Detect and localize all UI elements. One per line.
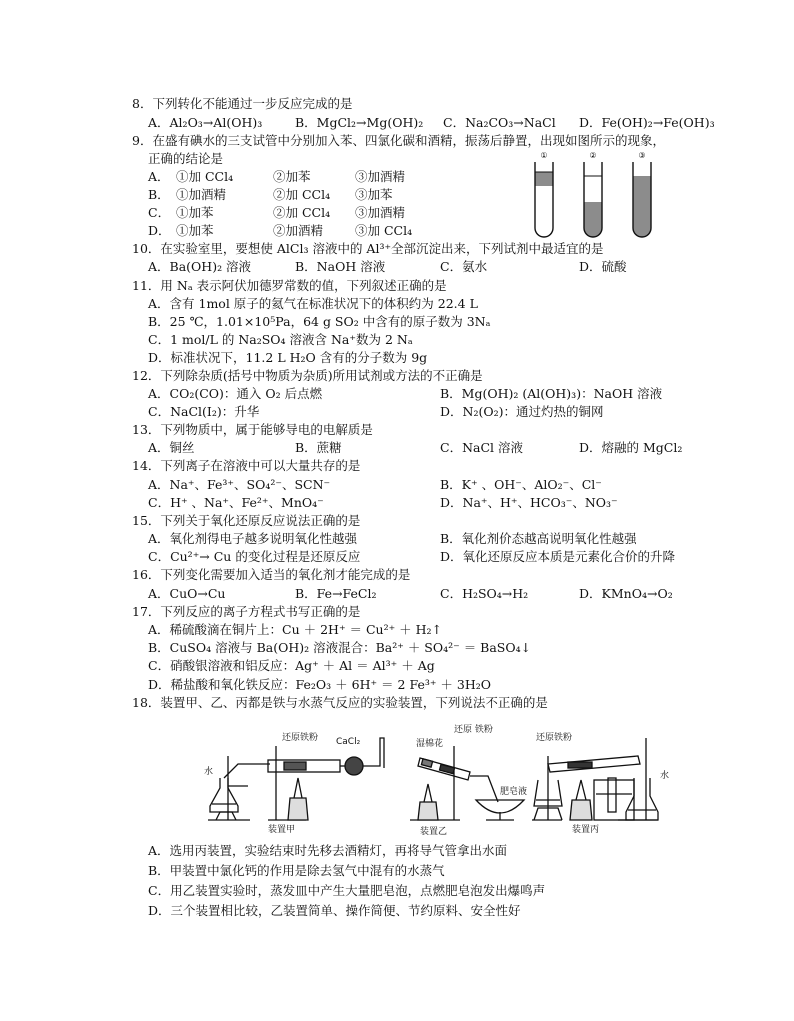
tube-3-label: ③ <box>638 151 646 160</box>
apparatus-bing <box>532 738 658 820</box>
q18-option-b: B．甲装置中氯化钙的作用是除去氢气中混有的水蒸气 <box>148 863 445 878</box>
q16-option-a: A．CuO→Cu <box>148 586 226 601</box>
q14-option-c: C．H⁺ 、Na⁺、Fe²⁺、MnO₄⁻ <box>148 495 324 510</box>
q13-option-b: B．蔗糖 <box>295 440 342 455</box>
label-jia-water: 水 <box>204 767 214 777</box>
q9-option-a-2: ②加苯 <box>273 169 311 184</box>
q9-option-c-3: ③加酒精 <box>355 205 406 220</box>
test-tube-1 <box>535 162 553 237</box>
q15-option-a: A．氧化剂得电子越多说明氧化性越强 <box>148 531 358 546</box>
q16-option-b: B．Fe→FeCl₂ <box>295 586 377 601</box>
q18-option-d: D．三个装置相比较，乙装置简单、操作简便、节约原料、安全性好 <box>148 903 521 918</box>
q10-option-d: D．硫酸 <box>579 259 627 274</box>
q9-option-b-letter: B． <box>148 187 170 202</box>
q9-option-d-2: ②加酒精 <box>273 223 324 238</box>
apparatus-yi <box>410 746 524 820</box>
q16-option-c: C．H₂SO₄→H₂ <box>440 586 529 601</box>
label-yi-cotton: 湿棉花 <box>416 739 444 749</box>
q18-option-a: A．选用丙装置，实验结束时先移去酒精灯，再将导气管拿出水面 <box>148 843 508 858</box>
q12-option-c: C．NaCl(I₂)：升华 <box>148 404 260 419</box>
test-tube-2 <box>584 162 602 237</box>
q12-option-a: A．CO₂(CO)：通入 O₂ 后点燃 <box>148 386 323 401</box>
q9-option-a-3: ③加酒精 <box>355 169 406 184</box>
tube-1-label: ① <box>540 151 548 160</box>
q11-option-c: C．1 mol/L 的 Na₂SO₄ 溶液含 Na⁺数为 2 Nₐ <box>148 332 413 347</box>
q17-option-c: C．硝酸银溶液和铝反应：Ag⁺ ＋ Al ＝ Al³⁺ ＋ Ag <box>148 658 435 673</box>
q12-option-b: B．Mg(OH)₂ (Al(OH)₃)：NaOH 溶液 <box>440 386 663 401</box>
label-bing-water: 水 <box>660 771 670 781</box>
label-yi-iron: 还原 铁粉 <box>454 725 493 735</box>
q17-option-b: B．CuSO₄ 溶液与 Ba(OH)₂ 溶液混合：Ba²⁺ ＋ SO₄²⁻ ＝ BaSO₄↓ <box>148 640 532 655</box>
q14-option-d: D．Na⁺、H⁺、HCO₃⁻、NO₃⁻ <box>440 495 618 510</box>
q8-option-b: B．MgCl₂→Mg(OH)₂ <box>295 115 424 130</box>
q14-stem: 14．下列离子在溶液中可以大量共存的是 <box>132 458 361 473</box>
q9-option-d-1: ①加苯 <box>176 223 214 238</box>
q9-option-d-letter: D． <box>148 223 171 238</box>
label-jia-name: 装置甲 <box>268 825 296 835</box>
q8-option-c: C．Na₂CO₃→NaCl <box>443 115 556 130</box>
label-jia-cacl2: CaCl₂ <box>336 737 361 747</box>
q18-option-c: C．用乙装置实验时，蒸发皿中产生大量肥皂泡，点燃肥皂泡发出爆鸣声 <box>148 883 546 898</box>
label-bing-name: 装置丙 <box>572 825 600 835</box>
q15-option-b: B．氧化剂价态越高说明氧化性越强 <box>440 531 637 546</box>
q9-option-b-1: ①加酒精 <box>176 187 227 202</box>
q15-stem: 15．下列关于氧化还原反应说法正确的是 <box>132 513 361 528</box>
q16-stem: 16．下列变化需要加入适当的氧化剂才能完成的是 <box>132 567 411 582</box>
q11-option-a: A．含有 1mol 原子的氦气在标准状况下的体积约为 22.4 L <box>148 296 478 311</box>
q12-option-d: D．N₂(O₂)：通过灼热的铜网 <box>440 404 604 419</box>
q17-option-d: D．稀盐酸和氧化铁反应：Fe₂O₃ ＋ 6H⁺ ＝ 2 Fe³⁺ ＋ 3H₂O <box>148 677 492 692</box>
q12-stem: 12．下列除杂质(括号中物质为杂质)所用试剂或方法的不正确是 <box>132 368 483 383</box>
q18-stem: 18．装置甲、乙、丙都是铁与水蒸气反应的实验装置，下列说法不正确的是 <box>132 695 548 710</box>
q9-stem-cont: 正确的结论是 <box>148 151 224 166</box>
test-tubes-figure <box>528 150 678 240</box>
q13-option-d: D．熔融的 MgCl₂ <box>579 440 683 455</box>
q15-option-c: C．Cu²⁺→ Cu 的变化过程是还原反应 <box>148 549 361 564</box>
label-jia-iron: 还原铁粉 <box>282 733 319 743</box>
q14-option-b: B．K⁺ 、OH⁻、AlO₂⁻、Cl⁻ <box>440 477 602 492</box>
q14-option-a: A．Na⁺、Fe³⁺、SO₄²⁻、SCN⁻ <box>148 477 331 492</box>
test-tube-3 <box>633 162 651 237</box>
q9-option-c-letter: C． <box>148 205 171 220</box>
q10-option-a: A．Ba(OH)₂ 溶液 <box>148 259 252 274</box>
q8-option-d: D．Fe(OH)₂→Fe(OH)₃ <box>579 115 715 130</box>
label-yi-name: 装置乙 <box>420 827 448 836</box>
q16-option-d: D．KMnO₄→O₂ <box>579 586 673 601</box>
q9-option-b-3: ③加苯 <box>355 187 393 202</box>
q10-stem: 10．在实验室里，要想使 AlCl₃ 溶液中的 Al³⁺全部沉淀出来，下列试剂中最适宜的是 <box>132 241 604 256</box>
q13-option-c: C．NaCl 溶液 <box>440 440 523 455</box>
q10-option-b: B．NaOH 溶液 <box>295 259 386 274</box>
q11-option-b: B．25 ℃，1.01×10⁵Pa，64 g SO₂ 中含有的原子数为 3Nₐ <box>148 314 491 329</box>
apparatus-figure <box>198 716 678 836</box>
q11-option-d: D．标准状况下，11.2 L H₂O 含有的分子数为 9g <box>148 350 428 365</box>
q9-option-a-1: ①加 CCl₄ <box>176 169 234 184</box>
q8-stem: 8．下列转化不能通过一步反应完成的是 <box>132 96 353 111</box>
q9-option-b-2: ②加 CCl₄ <box>273 187 331 202</box>
q10-option-c: C．氨水 <box>440 259 488 274</box>
label-bing-iron: 还原铁粉 <box>536 733 573 743</box>
q9-option-c-1: ①加苯 <box>176 205 214 220</box>
tube-2-label: ② <box>589 151 597 160</box>
label-yi-soap: 肥皂液 <box>500 787 528 797</box>
q15-option-d: D．氧化还原反应本质是元素化合价的升降 <box>440 549 676 564</box>
apparatus-jia <box>208 738 384 820</box>
q13-option-a: A．铜丝 <box>148 440 195 455</box>
q17-stem: 17．下列反应的离子方程式书写正确的是 <box>132 604 361 619</box>
q9-option-a-letter: A． <box>148 169 170 184</box>
q9-stem: 9．在盛有碘水的三支试管中分别加入苯、四氯化碳和酒精，振荡后静置，出现如图所示的现象， <box>132 133 665 148</box>
q11-stem: 11．用 Nₐ 表示阿伏加德罗常数的值，下列叙述正确的是 <box>132 278 447 293</box>
q17-option-a: A．稀硫酸滴在铜片上：Cu ＋ 2H⁺ ＝ Cu²⁺ ＋ H₂↑ <box>148 622 443 637</box>
q9-option-c-2: ②加 CCl₄ <box>273 205 331 220</box>
q8-option-a: A．Al₂O₃→Al(OH)₃ <box>148 115 263 130</box>
q9-option-d-3: ③加 CCl₄ <box>355 223 413 238</box>
q13-stem: 13．下列物质中，属于能够导电的电解质是 <box>132 422 373 437</box>
